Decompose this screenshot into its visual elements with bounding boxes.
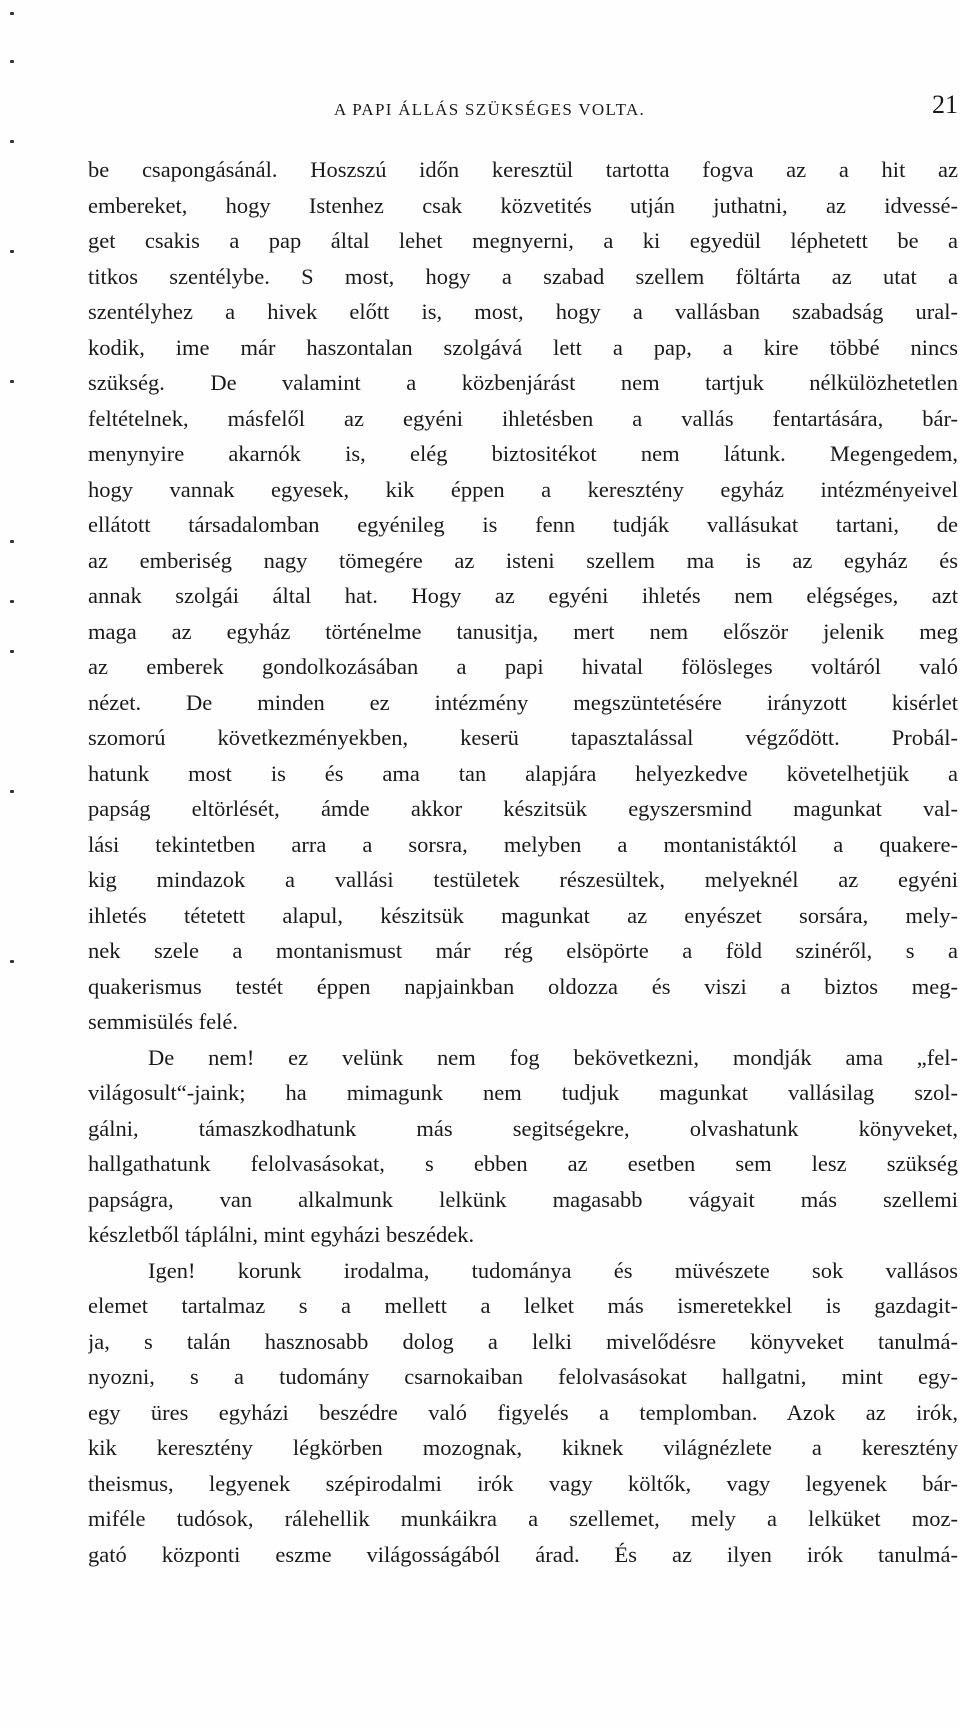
text-line: hogy vannak egyesek, kik éppen a keresztény egyház intézményeivel bbox=[88, 476, 958, 502]
text-line: lási tekintetben arra a sorsra, melyben a montanistáktól a quakere- bbox=[88, 831, 958, 857]
text-line: hatunk most is és ama tan alapjára helyezkedve követelhetjük a bbox=[88, 760, 958, 786]
text-line: papságra, van alkalmunk lelkünk magasabb vágyait más szellemi bbox=[88, 1186, 958, 1212]
scan-edge-mark bbox=[10, 540, 14, 543]
scan-edge-mark bbox=[10, 600, 14, 603]
scan-edge-mark bbox=[10, 960, 14, 963]
text-line: embereket, hogy Istenhez csak közvetités utján juthatni, az idvessé- bbox=[88, 192, 958, 218]
text-line: gató központi eszme világosságából árad. És az ilyen irók tanulmá- bbox=[88, 1541, 958, 1567]
text-line: ellátott társadalomban egyénileg is fenn tudják vallásukat tartani, de bbox=[88, 512, 958, 537]
scan-edge-mark bbox=[10, 140, 14, 143]
text-line: maga az egyház történelme tanusitja, mert nem először jelenik meg bbox=[88, 618, 958, 644]
scan-edge-mark bbox=[10, 12, 14, 15]
text-line: hallgathatunk felolvasásokat, s ebben az esetben sem lesz szükség bbox=[88, 1151, 958, 1176]
text-line: titkos szentélybe. S most, hogy a szabad szellem föltárta az utat a bbox=[88, 263, 958, 289]
text-line: papság eltörlését, ámde akkor készitsük egyszersmind magunkat val- bbox=[88, 796, 958, 821]
text-line: szomorú következményekben, keserü tapasztalással végződött. Probál- bbox=[88, 725, 958, 750]
text-line: világosult“-jaink; ha mimagunk nem tudjuk magunkat vallásilag szol- bbox=[88, 1080, 958, 1105]
text-line: gálni, támaszkodhatunk más segitségekre, olvashatunk könyveket, bbox=[88, 1115, 958, 1141]
scan-edge-mark bbox=[10, 650, 14, 653]
paragraph-end-line: semmisülés felé. bbox=[88, 1009, 238, 1034]
text-line: az emberiség nagy tömegére az isteni szellem ma is az egyház és bbox=[88, 547, 958, 573]
text-line: annak szolgái által hat. Hogy az egyéni ihletés nem elégséges, azt bbox=[88, 583, 958, 608]
paragraph-start-line: De nem! ez velünk nem fog bekövetkezni, mondják ama „fel- bbox=[148, 1044, 958, 1070]
paragraph-end-line: készletből táplálni, mint egyházi beszédek. bbox=[88, 1222, 475, 1247]
text-line: nézet. De minden ez intézmény megszüntetésére irányzott kisérlet bbox=[88, 689, 958, 715]
running-title: A PAPI ÁLLÁS SZÜKSÉGES VOLTA. bbox=[334, 100, 646, 119]
text-line: miféle tudósok, rálehellik munkáikra a szellemet, mely a lelküket moz- bbox=[88, 1506, 958, 1531]
text-line: kig mindazok a vallási testületek részesültek, melyeknél az egyéni bbox=[88, 867, 958, 892]
text-line: egy üres egyházi beszédre való figyelés a templomban. Azok az irók, bbox=[88, 1399, 958, 1425]
scan-edge-mark bbox=[10, 380, 14, 383]
scan-edge-mark bbox=[10, 250, 14, 253]
page-number: 21 bbox=[932, 90, 958, 119]
scan-edge-mark bbox=[10, 790, 14, 793]
text-line: nyozni, s a tudomány csarnokaiban felolvasásokat hallgatni, mint egy- bbox=[88, 1364, 958, 1389]
text-line: be csapongásánál. Hoszszú időn keresztül tartotta fogva az a hit az bbox=[88, 157, 958, 182]
page-header bbox=[88, 90, 958, 130]
text-line: quakerismus testét éppen napjainkban oldozza és viszi a biztos meg- bbox=[88, 973, 958, 999]
text-line: nek szele a montanismust már rég elsöpörte a föld szinéről, s a bbox=[88, 938, 958, 963]
text-line: szükség. De valamint a közbenjárást nem tartjuk nélkülözhetetlen bbox=[88, 370, 958, 395]
text-line: menynyire akarnók is, elég biztositékot nem látunk. Megengedem, bbox=[88, 441, 958, 466]
text-line: kodik, ime már haszontalan szolgává lett a pap, a kire többé nincs bbox=[88, 334, 958, 360]
paragraph-start-line: Igen! korunk irodalma, tudománya és müvészete sok vallásos bbox=[148, 1257, 958, 1283]
text-line: ihletés tétetett alapul, készitsük magunkat az enyészet sorsára, mely- bbox=[88, 902, 958, 928]
scan-edge-mark bbox=[10, 60, 14, 63]
text-line: theismus, legyenek szépirodalmi irók vagy költők, vagy legyenek bár- bbox=[88, 1470, 958, 1496]
text-line: szentélyhez a hivek előtt is, most, hogy a vallásban szabadság ural- bbox=[88, 299, 958, 324]
text-line: get csakis a pap által lehet megnyerni, a ki egyedül léphetett be a bbox=[88, 228, 958, 253]
text-line: ja, s talán hasznosabb dolog a lelki mivelődésre könyveket tanulmá- bbox=[88, 1328, 958, 1354]
body-text bbox=[88, 152, 958, 1572]
text-line: kik keresztény légkörben mozognak, kiknek világnézlete a keresztény bbox=[88, 1435, 958, 1460]
text-line: az emberek gondolkozásában a papi hivatal fölösleges voltáról való bbox=[88, 654, 958, 679]
text-line: feltételnek, másfelől az egyéni ihletésben a vallás fentartására, bár- bbox=[88, 405, 958, 431]
text-line: elemet tartalmaz s a mellett a lelket más ismeretekkel is gazdagit- bbox=[88, 1293, 958, 1318]
